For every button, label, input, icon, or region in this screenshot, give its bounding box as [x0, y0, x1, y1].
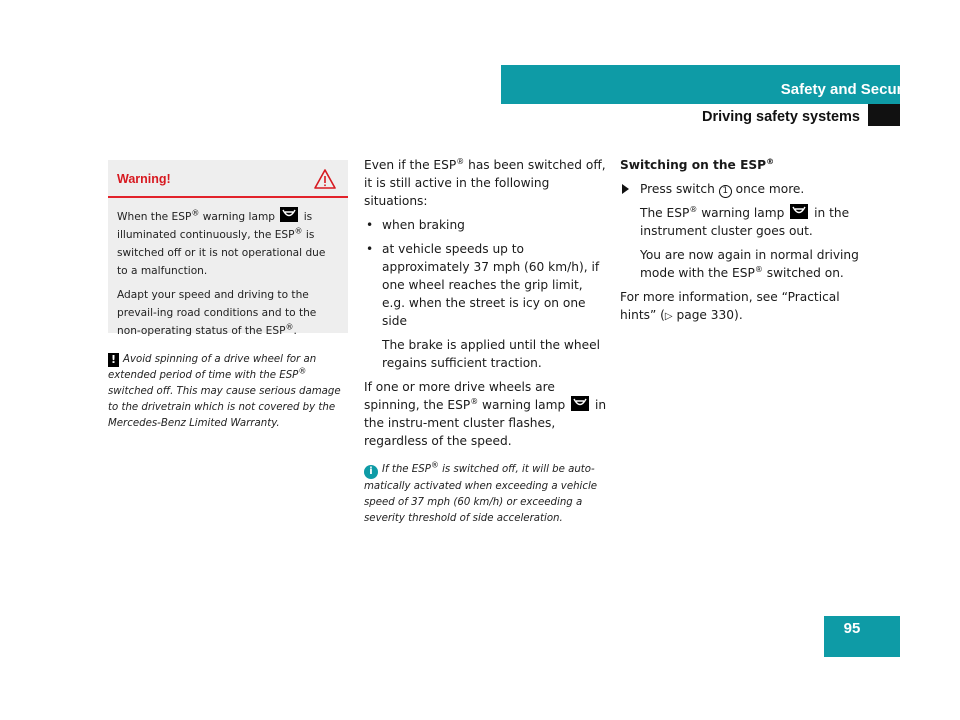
header-marker — [868, 104, 900, 126]
page-ref-arrow-icon: ▷ — [664, 311, 673, 322]
middle-spinning-paragraph: If one or more drive wheels are spinning, the ESP® warning lamp in the instru-ment cluster flashes, regardless of the speed. — [364, 380, 607, 448]
step-press-switch: Press switch 1 once more. — [620, 180, 870, 198]
right-column — [620, 156, 870, 332]
warning-header — [108, 160, 348, 198]
middle-column — [364, 156, 608, 527]
subsection-title: Driving safety systems — [702, 109, 860, 125]
list-item-detail: The brake is applied until the wheel regains sufficient traction. — [382, 338, 601, 370]
situations-list — [364, 216, 608, 372]
esp-warning-lamp-icon — [790, 204, 808, 219]
esp-warning-lamp-icon — [571, 396, 589, 411]
step-result-2: You are now again in normal driving mode with the ESP® switched on. — [640, 248, 859, 280]
caution-note: ! Avoid spinning of a drive wheel for an extended period of time with the ESP® switched off. This may cause serious damage to the drivetrain which is not covered by the Mercedes-Benz Limited Warranty. — [108, 353, 341, 429]
esp-warning-lamp-icon — [280, 207, 298, 222]
warning-body — [108, 198, 348, 340]
info-note: i If the ESP® is switched off, it will be auto-matically activated when exceeding a vehicle speed of 37 mph (60 km/h) or exceeding a severity threshold of side acceleration. — [364, 460, 598, 524]
switching-on-heading: Switching on the ESP® — [620, 156, 775, 172]
step-arrow-icon — [622, 184, 629, 194]
caution-icon: ! — [108, 353, 119, 367]
list-item: • at vehicle speeds up to approximately 37 mph (60 km/h), if one wheel reaches the grip limit, e.g. when the street is icy on one side The brake is applied until the wheel regains sufficient traction. — [364, 240, 608, 372]
step-result-1: The ESP® warning lamp in the instrument cluster goes out. — [640, 204, 850, 238]
warning-title: Warning! — [117, 172, 171, 186]
warning-paragraph-2: Adapt your speed and driving to the prevail-ing road conditions and to the non-operating status of the ESP®. — [117, 289, 317, 337]
more-info-reference: For more information, see “Practical hints” (▷ page 330). — [620, 290, 840, 322]
list-item: • when braking — [364, 216, 608, 234]
section-title: Safety and Security — [780, 81, 920, 98]
middle-intro: Even if the ESP® has been switched off, it is still active in the following situations: — [364, 156, 606, 208]
info-icon: i — [364, 465, 378, 479]
page-number: 95 — [843, 620, 861, 637]
warning-box — [108, 160, 348, 337]
switch-number-badge: 1 — [719, 185, 732, 198]
warning-triangle-icon — [314, 169, 336, 189]
warning-paragraph-1: When the ESP® warning lamp is illuminated continuously, the ESP® is switched off or it is not operational due to a malfunction. — [117, 208, 326, 277]
